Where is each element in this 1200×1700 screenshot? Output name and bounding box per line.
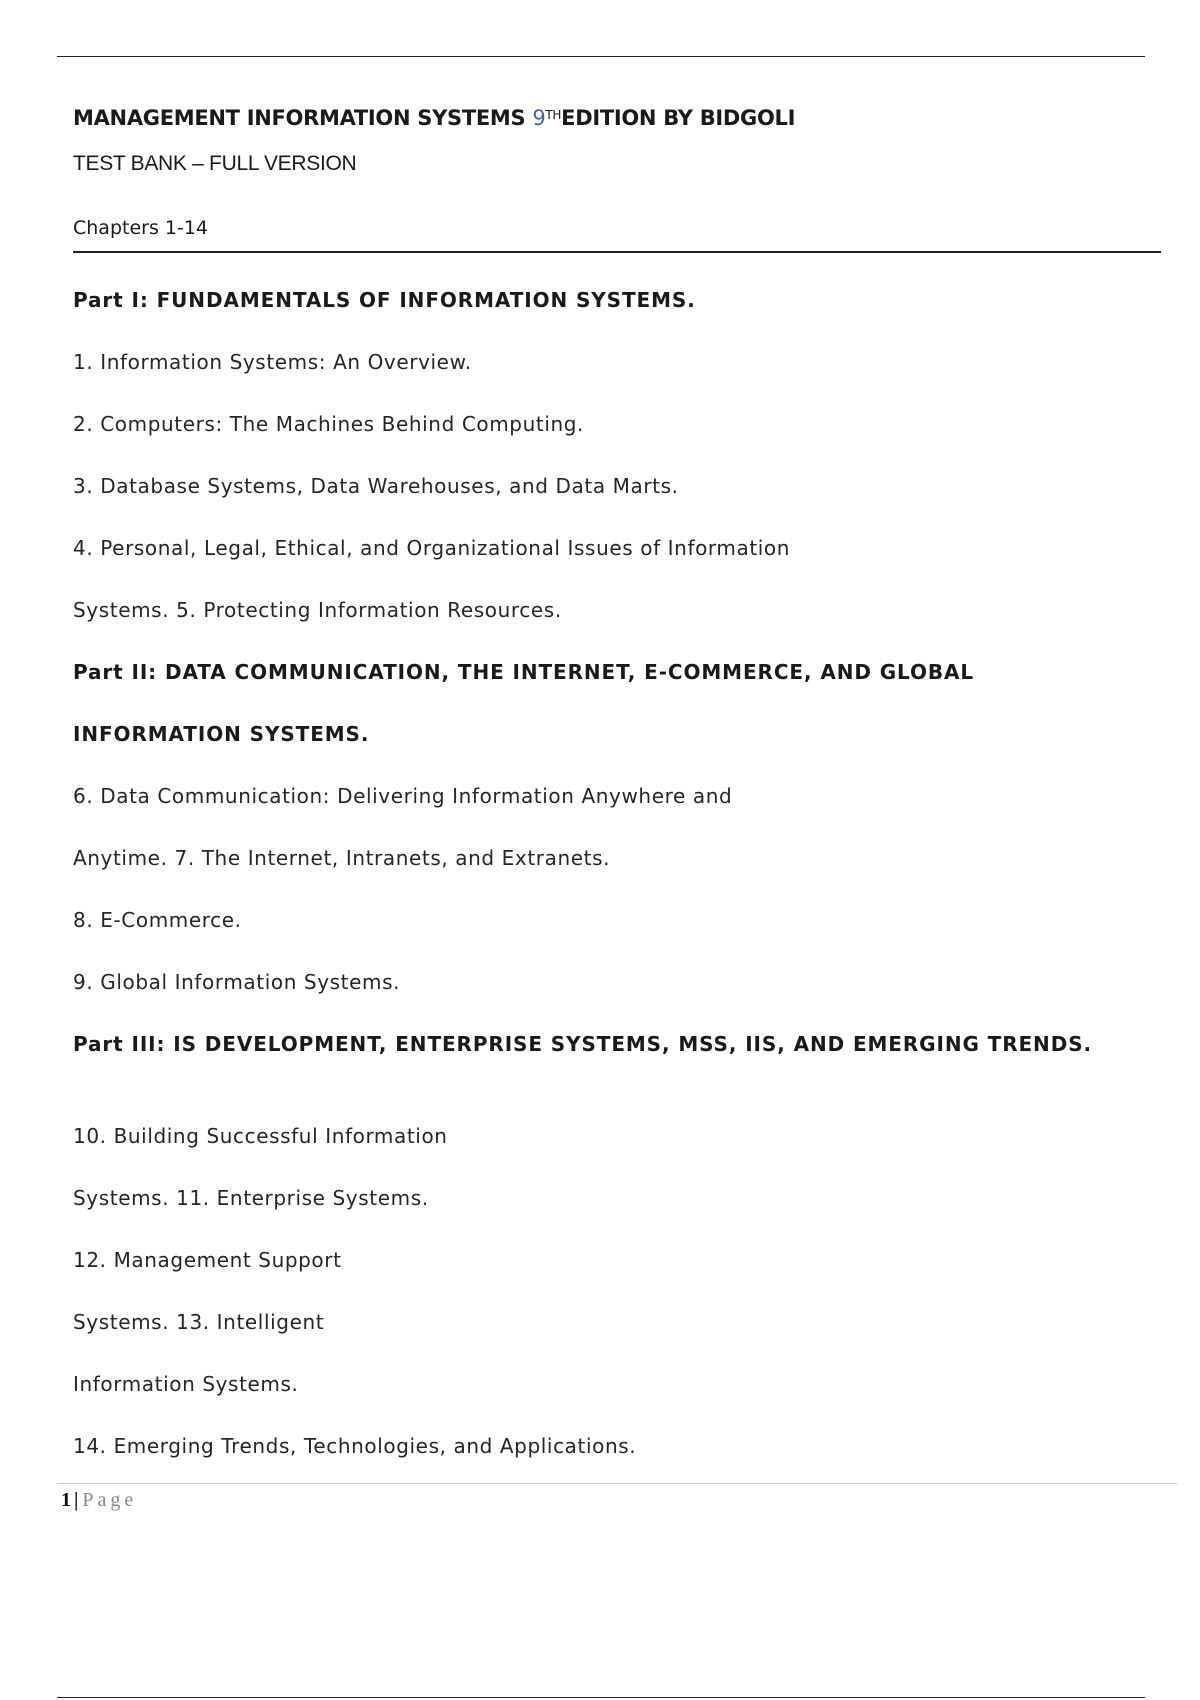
chapter-line: Systems. 13. Intelligent (73, 1310, 325, 1334)
header-rule (73, 251, 1161, 253)
edition-number: 9 (532, 106, 546, 130)
chapter-line: 10. Building Successful Information (73, 1124, 448, 1148)
chapter-line: 6. Data Communication: Delivering Information Anywhere and (73, 784, 733, 808)
chapter-line: Information Systems. (73, 1372, 299, 1396)
chapter-line: 3. Database Systems, Data Warehouses, and Data Marts. (73, 474, 679, 498)
title-main: MANAGEMENT INFORMATION SYSTEMS (73, 106, 533, 130)
part-heading: Part III: IS DEVELOPMENT, ENTERPRISE SYSTEMS, MSS, IIS, AND EMERGING TRENDS. (73, 1032, 1092, 1056)
chapter-line: Systems. 5. Protecting Information Resources. (73, 598, 562, 622)
page-label: Page (82, 1489, 138, 1511)
table-of-contents (73, 287, 1133, 1495)
top-rule (57, 56, 1145, 57)
document-subtitle: TEST BANK – FULL VERSION (73, 152, 357, 175)
chapter-line: 1. Information Systems: An Overview. (73, 350, 472, 374)
chapter-line: Systems. 11. Enterprise Systems. (73, 1186, 429, 1210)
part-heading: Part I: FUNDAMENTALS OF INFORMATION SYSTEMS. (73, 288, 696, 312)
chapter-line: Anytime. 7. The Internet, Intranets, and Extranets. (73, 846, 611, 870)
edition-suffix: TH (545, 108, 562, 122)
chapter-line: 2. Computers: The Machines Behind Computing. (73, 412, 584, 436)
chapter-line: 8. E-Commerce. (73, 908, 242, 932)
footer-rule (57, 1483, 1177, 1484)
document-title (73, 104, 1161, 132)
document-header (73, 104, 1161, 241)
title-tail: EDITION BY BIDGOLI (561, 106, 796, 130)
chapters-range: Chapters 1-14 (73, 217, 209, 239)
chapter-line: 4. Personal, Legal, Ethical, and Organizational Issues of Information (73, 536, 791, 560)
footer-separator: | (74, 1489, 79, 1511)
chapter-line: 12. Management Support (73, 1248, 342, 1272)
chapter-line: 9. Global Information Systems. (73, 970, 401, 994)
part-heading: Part II: DATA COMMUNICATION, THE INTERNET, E-COMMERCE, AND GLOBAL (73, 660, 975, 684)
page-number: 1 (61, 1489, 71, 1511)
part-heading-continued: INFORMATION SYSTEMS. (73, 722, 370, 746)
page-footer (61, 1488, 137, 1512)
bottom-rule (57, 1697, 1145, 1698)
chapter-line: 14. Emerging Trends, Technologies, and Applications. (73, 1434, 637, 1458)
